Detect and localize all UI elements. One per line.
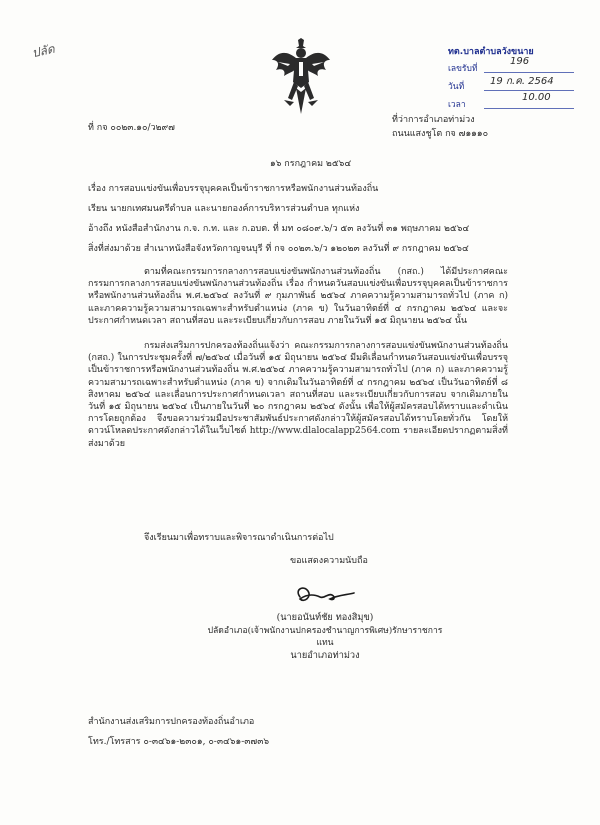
signer-block (200, 612, 450, 662)
document-number: ที่ กจ ๐๐๒๓.๑๐/ว๒๙๗ (88, 123, 175, 133)
stamp-time-value: 10.00 (522, 92, 551, 103)
reference-line: อ้างถึง หนังสือสำนักงาน ก.จ. ก.ท. และ ก.อบต. ที่ มท ๐๘๐๙.๖/ว ๕๓ ลงวันที่ ๓๑ พฤษภาคม ๒๕๖๔ (88, 224, 470, 234)
garuda-emblem-icon (270, 38, 332, 116)
signature-icon (290, 583, 360, 607)
body-paragraph-3: จึงเรียนมาเพื่อทราบและพิจารณาดำเนินการต่อไป (144, 533, 334, 543)
signer-name: (นายอนันท์ชัย ทองสิมุข) (276, 612, 374, 623)
letter-date: ๑๖ กรกฎาคม ๒๕๖๔ (270, 159, 352, 169)
enclosure-line: สิ่งที่ส่งมาด้วย สำเนาหนังสือจังหวัดกาญจนบุรี ที่ กจ ๐๐๒๓.๖/ว ๑๒๐๒๓ ลงวันที่ ๙ กรกฎาคม ๒๕๖๔ (88, 244, 469, 254)
body-paragraph-1: ตามที่คณะกรรมการกลางการสอบแข่งขันพนักงานส่วนท้องถิ่น (กสถ.) ได้มีประกาศคณะกรรมการกลางการสอบแข่งขันพนักงานส่วนท้องถิ่น เรื่อง กำหนดวันสอบแข่งขันเพื่อบรรจุบุคคลเป็นข้าราชการหรือพนักงานส่วนท้องถิ่น พ.ศ.๒๕๖๔ ลงวันที่ ๙ กุมภาพันธ์ ๒๕๖๔ ภาคความรู้ความสามารถทั่วไป (ภาค ก) และภาคความรู้ความสามารถเฉพาะสำหรับตำแหน่ง (ภาค ข) ในวันอาทิตย์ที่ ๔ กรกฎาคม ๒๕๖๔ และจะประกาศกำหนดเวลา สถานที่สอบ และระเบียบเกี่ยวกับการสอบ ภายในวันที่ ๑๕ มิถุนายน ๒๕๖๔ นั้น (88, 267, 508, 326)
signer-position-2: นายอำเภอท่าม่วง (290, 649, 360, 661)
footer-phone: โทร./โทรสาร ๐-๓๔๖๑-๒๓๐๑, ๐-๓๔๖๑-๓๗๓๖ (88, 737, 270, 747)
stamp-receipt-no: 196 (510, 56, 530, 67)
stamp-date-value: 19 ก.ค. 2564 (490, 76, 554, 87)
footer-office: สำนักงานส่งเสริมการปกครองท้องถิ่นอำเภอ (88, 717, 255, 727)
office-name: ที่ว่าการอำเภอท่าม่วง (392, 115, 475, 125)
stamp-receipt-label: เลขรับที่ (448, 64, 478, 74)
signer-position-1: ปลัดอำเภอ(เจ้าพนักงานปกครองชำนาญการพิเศษ)รักษาราชการแทน (207, 625, 443, 648)
closing-phrase: ขอแสดงความนับถือ (290, 556, 368, 566)
office-road: ถนนแสงชูโต กจ ๗๑๑๑๐ (392, 129, 489, 139)
stamp-time-label: เวลา (448, 100, 466, 110)
recipient-line: เรียน นายกเทศมนตรีตำบล และนายกองค์การบริหารส่วนตำบล ทุกแห่ง (88, 204, 360, 214)
stamp-org: ทต.บาลตำบลวังขนาย (448, 47, 534, 57)
subject-line: เรื่อง การสอบแข่งขันเพื่อบรรจุบุคคลเป็นข้าราชการหรือพนักงานส่วนท้องถิ่น (88, 184, 379, 194)
corner-handwritten-mark: ปลัด (30, 41, 56, 61)
body-paragraph-2: กรมส่งเสริมการปกครองท้องถิ่นแจ้งว่า คณะกรรมการกลางการสอบแข่งขันพนักงานส่วนท้องถิ่น (กสถ.) ในการประชุมครั้งที่ ๗/๒๕๖๔ เมื่อวันที่ ๑๕ มิถุนายน ๒๕๖๔ มีมติเลื่อนกำหนดวันสอบแข่งขันเพื่อบรรจุเป็นข้าราชการหรือพนักงานส่วนท้องถิ่น พ.ศ.๒๕๖๔ ภาคความรู้ความสามารถทั่วไป (ภาค ก) และภาคความรู้ความสามารถเฉพาะสำหรับตำแหน่ง (ภาค ข) จากเดิมในวันอาทิตย์ที่ ๔ กรกฎาคม ๒๕๖๔ เป็นวันอาทิตย์ที่ ๘ สิงหาคม ๒๕๖๔ และเลื่อนการประกาศกำหนดเวลา สถานที่สอบ และระเบียบเกี่ยวกับการสอบ จากเดิมภายในวันที่ ๑๕ มิถุนายน ๒๕๖๔ เป็นภายในวันที่ ๒๐ กรกฎาคม ๒๕๖๔ ดังนั้น เพื่อให้ผู้สมัครสอบได้ทราบและดำเนินการโดยถูกต้อง จึงขอความร่วมมือประชาสัมพันธ์ประกาศดังกล่าวให้ผู้สมัครสอบได้ทราบโดยทั่วกัน โดยให้ดาวน์โหลดประกาศดังกล่าวได้ในเว็บไซต์ http://www.dlalocalapp2564.com รายละเอียดปรากฏตามสิ่งที่ส่งมาด้วย (88, 341, 508, 449)
stamp-date-label: วันที่ (448, 82, 465, 92)
